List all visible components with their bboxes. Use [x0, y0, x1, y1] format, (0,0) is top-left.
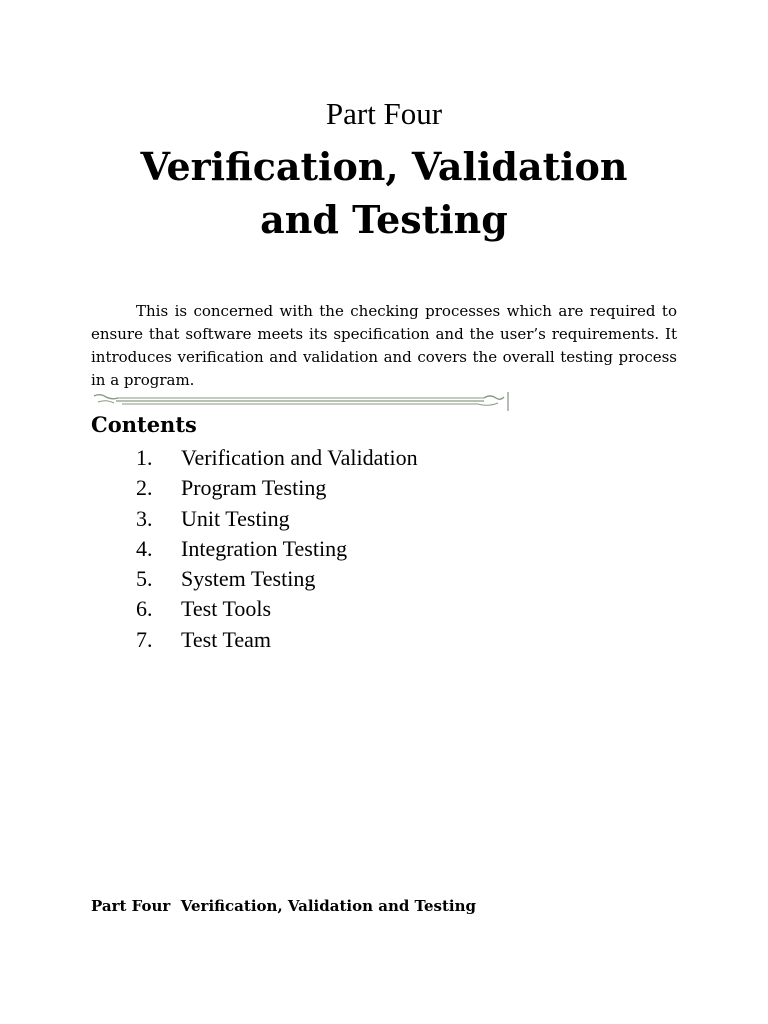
- list-item: [91, 625, 591, 655]
- contents-heading: Contents: [91, 412, 197, 437]
- list-item-label: Integration Testing: [181, 535, 348, 561]
- list-item-label: Unit Testing: [181, 505, 290, 531]
- list-item: [91, 504, 591, 534]
- intro-paragraph: This is concerned with the checking processes which are required to ensure that software meets its specification and the user’s requirements. It introduces verification and validation and covers the overall testing process in a program.: [91, 302, 677, 389]
- page-title: [0, 140, 768, 246]
- ornamental-divider: [92, 390, 512, 412]
- list-item-label: Test Tools: [181, 596, 272, 622]
- list-item-number: 3.: [136, 505, 153, 531]
- page-footer: Part Four Verification, Validation and Testing: [91, 897, 477, 915]
- list-item: [91, 443, 591, 473]
- list-item-label: Verification and Validation: [181, 445, 418, 470]
- list-item-label: Program Testing: [181, 475, 327, 501]
- list-item: [91, 473, 591, 503]
- list-item-number: 7.: [136, 626, 153, 652]
- list-item-label: System Testing: [181, 566, 316, 592]
- list-item-label: Test Team: [181, 626, 271, 652]
- part-label: Part Four: [325, 96, 443, 131]
- list-item: [91, 534, 591, 564]
- list-item-number: 2.: [136, 475, 153, 501]
- contents-list: [91, 443, 591, 655]
- list-item: [91, 564, 591, 594]
- list-item-number: 6.: [136, 596, 153, 622]
- title-line-1: Verification, Validation: [140, 144, 628, 189]
- list-item-number: 4.: [136, 535, 153, 561]
- list-item: [91, 594, 591, 624]
- list-item-number: 1.: [136, 445, 153, 470]
- title-line-2: and Testing: [260, 197, 508, 242]
- list-item-number: 5.: [136, 566, 153, 592]
